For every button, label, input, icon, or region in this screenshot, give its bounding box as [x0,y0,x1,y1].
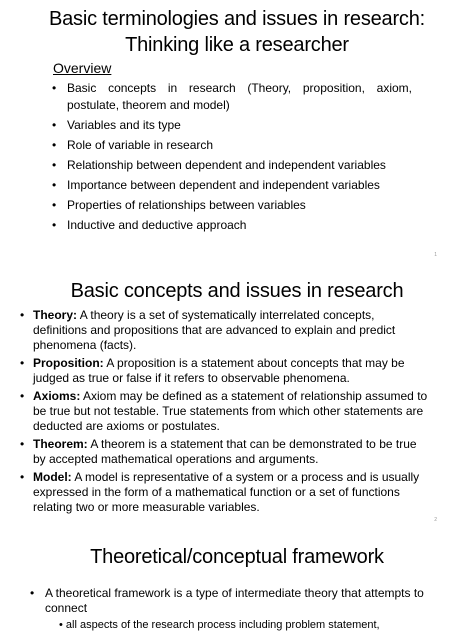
list-item-text: Properties of relationships between variables [67,198,306,212]
definition-term: Theory: [33,308,78,322]
list-item [50,197,412,214]
list-item-text: Importance between dependent and independent variables [67,178,380,192]
slide-title: Theoretical/conceptual framework [90,546,384,568]
bullet-icon: • [52,81,57,95]
slide-basic-concepts [0,262,474,528]
bullet-icon: • [20,470,25,484]
slide-framework [0,528,474,632]
bullet-icon: • [20,308,25,322]
definition-item-theory [20,308,430,353]
bullet-icon: • [20,356,25,370]
definition-list [20,308,430,518]
list-item [50,137,412,154]
list-item-text: Role of variable in research [67,138,214,152]
title-line-2: Thinking like a researcher [125,34,349,56]
definition-item-proposition [20,356,430,386]
page-number: 1 [434,252,437,258]
slide-overview [0,0,474,262]
list-item [50,157,412,174]
list-item [50,177,412,194]
list-item-text: Relationship between dependent and independent variables [67,158,386,172]
overview-list [50,80,412,237]
bullet-icon: • [52,118,57,132]
list-item-text: Inductive and deductive approach [67,218,247,232]
sub-list-item-text: all aspects of the research process including problem statement, [65,619,380,631]
bullet-icon: • [20,437,25,451]
bullet-icon: • [52,218,57,232]
definition-text: Axiom may be defined as a statement of relationship assumed to be true but not testable. True statements from which other statements are deducted are axioms or postulates. [33,389,428,433]
definition-item-axioms [20,389,430,434]
sub-list [45,618,440,632]
title-line-1: Basic terminologies and issues in research: [48,8,426,30]
bullet-icon: • [59,619,63,631]
list-item-text: Variables and its type [67,118,181,132]
definition-term: Model: [33,470,72,484]
definition-term: Axioms: [33,389,81,403]
list-item [50,117,412,134]
list-item [50,80,412,114]
page-number: 2 [434,517,437,523]
slide-title: Basic concepts and issues in research [70,280,404,302]
definition-term: Proposition: [33,356,104,370]
definition-item-theorem [20,437,430,467]
list-item [50,217,412,234]
definition-text: A theorem is a statement that can be demonstrated to be true by accepted mathematical operations and arguments. [33,437,417,466]
list-item-text: Basic concepts in research (Theory, proposition, axiom, postulate, theorem and model) [67,81,412,112]
bullet-icon: • [52,178,57,192]
bullet-icon: • [30,586,35,600]
sub-list-item [45,618,440,632]
list-item-text: A theoretical framework is a type of intermediate theory that attempts to connect [45,586,424,615]
definition-text: A proposition is a statement about concepts that may be judged as true or false if it refers to observable phenomena. [33,356,405,385]
definition-text: A theory is a set of systematically interrelated concepts, definitions and propositions that are advanced to explain and predict phenomena (facts). [33,308,396,352]
bullet-icon: • [52,198,57,212]
bullet-icon: • [20,389,25,403]
bullet-icon: • [52,158,57,172]
definition-term: Theorem: [33,437,88,451]
definition-text: A model is representative of a system or a process and is usually expressed in the form of a mathematical function or a set of functions relating two or more measurable variables. [33,470,420,514]
bullet-icon: • [52,138,57,152]
slide-title [0,6,474,58]
definition-item-model [20,470,430,515]
list-item [30,586,440,632]
framework-list [30,586,440,632]
overview-heading: Overview [53,60,112,76]
